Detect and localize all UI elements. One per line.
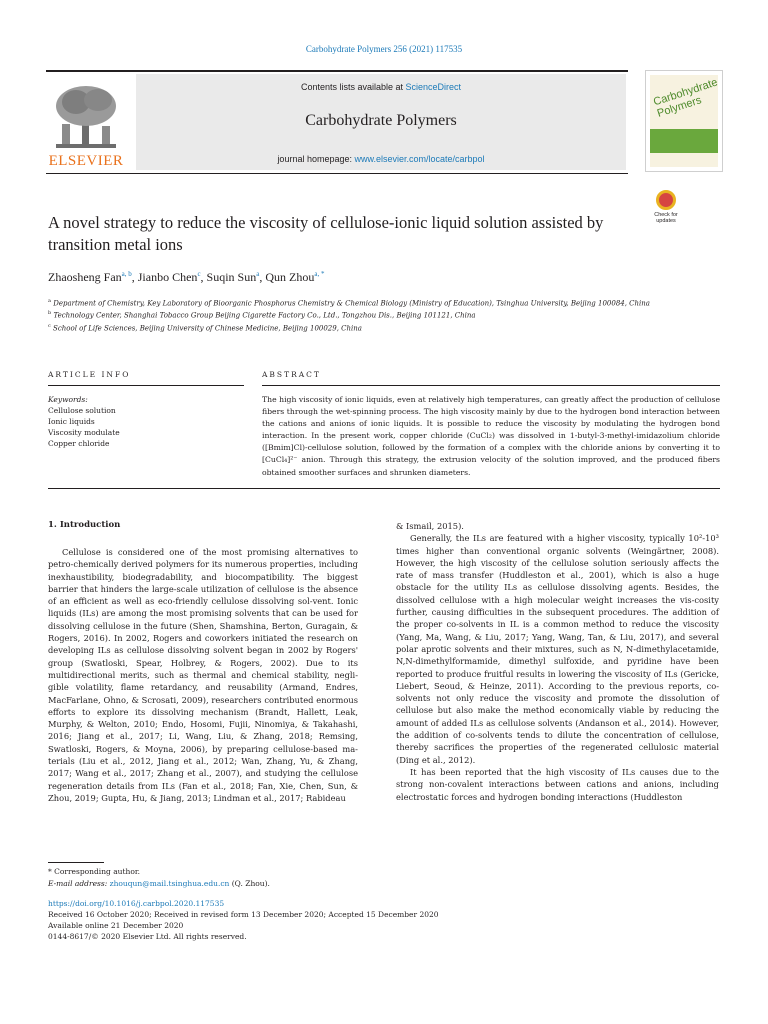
affiliation-text: School of Life Sciences, Beijing University of Chinese Medicine, Beijing 100029, China [53,323,362,332]
author-affiliation-mark[interactable]: a, b [121,270,132,278]
affiliation-mark: a [48,298,51,304]
cover-band [650,129,718,153]
body-paragraph: Cellulose is considered one of the most promising alternatives to petro-chemically derived polymers for its numerous properties, including inexhaustibility, biodegradability, and biocompatibility. The biggest barrier that hinders the large-scale utilization of cellulose is the absence of an efficient as well as eco-friendly cellulose dissolving sol-vent. Ionic liquids (ILs) are among the most promising solvents that can be used for dissolving cellulose in the future (Shen, Shamshina, Berton, Guragain, & Rogers, 2016). In 2002, Rogers and coworkers initiated the research on developing ILs as cellulose dissolving solvent began in 2002 by Rogers' group (Swatloski, Spear, Holbrey, & Rogers, 2002). Due to its multidirectional merits, such as thermal and chemical stability, negli-gible volatility, flame retardancy, and reusability (Armand, Endres, MacFarlane, Ohno, & Scrosati, 2009), researchers contributed enormous efforts to explore its dissolving mechanism (Brandt, Hallett, Leak, Murphy, & Welton, 2010; Endo, Hosomi, Fujii, Ninomiya, & Takahashi, 2016; Jiang et al., 2017; Li, Wang, Liu, & Zhang, 2018; Remsing, Swatloski, Rogers, & Moyna, 2006), by preparing cellulose-based ma-terials (Liu et al., 2012, Jiang et al., 2012; Wan, Zhang, Yu, & Zhang, 2017; Wang et al., 2017; Zhang et al., 2007), and studying the cellulose regeneration details from ILs (Fan et al., 2018; Fan, Xie, Chen, Sun, & Zhou, 2019; Gupta, Hu, & Jiang, 2013; Lindman et al., 2017; Rabideau [48,547,358,803]
section-heading-introduction: 1. Introduction [48,520,121,530]
check-for-updates-label [648,212,684,224]
email-suffix: (Q. Zhou). [229,879,270,888]
body-paragraph: Generally, the ILs are featured with a higher viscosity, typically 10²-10³ times higher than conventional organic solvents (Weingärtner, 2008). However, the high viscosity of the cellulose solution seriously affects the rate of mass transfer (Huddleston et al., 2001), which is also a huge obstacle for the utility ILs as cellulose dissolving agents. Besides, the dissolved cellulose with a high molecular weight increases the vis-cosity further, causing difficulties in the subsequent procedures. The addition of the proper co-solvents in IL is a common method to reduce the viscosity (Yang, Ma, Wang, & Liu, 2017; Yang, Wang, Tan, & Liu, 2017), and several polar aprotic solvents and their mixtures, such as N, N-dimethylacetamide, N,N-dimethylformamide, dimethyl sulfoxide, and pyridine have been reported to produce fruitful results in lowering the viscosity of ILs (Gericke, Liebert, Seoud, & Heinze, 2011). According to the previous reports, co-solvents not only reduce the viscosity and promote the dissolution of cellulose but also make the method economically viable by reducing the amount of added ILs as cellulose solvents (Andanson et al., 2014). However, the addition of co-solvents tends to dilute the concentration of cellulose, thereby sacrifices the properties of the regenerated cellulosic material (Ding et al., 2012). [396,533,719,765]
doi-link[interactable]: https://doi.org/10.1016/j.carbpol.2020.117535 [48,899,225,908]
affiliation-item [48,321,718,333]
journal-cover-thumbnail[interactable] [645,70,723,172]
keyword-item: Cellulose solution [48,406,116,415]
homepage-prefix: journal homepage: [277,154,355,164]
check-label-line-2: updates [656,218,676,224]
keyword-item: Copper chloride [48,439,110,448]
abstract-text: The high viscosity of ionic liquids, even at relatively high temperatures, can greatly affect the production of cellulose fibers through the wet-spinning process. The high viscosity mainly by due to the hydrogen bond interaction between the cations and anions of ionic liquids. It is possible to reduce the viscosity by modulating the hydrogen bond interaction. In the present work, copper chloride (CuCl₂) was dissolved in 1-butyl-3-methyl-imidazolium chloride ([Bmim]Cl)-cellulose solution, followed by the formation of a complex with the chloride anions by converting it to [CuCl₄]²⁻ anion. Through this strategy, the extrusion velocity of the solution improved, and the produced fibers obtained smoother surfaces and shrunken diameters. [262,395,720,477]
section-divider [48,488,720,489]
corresponding-author-note: * Corresponding author. [48,867,141,876]
affiliations [48,296,718,333]
author-affiliation-mark[interactable]: c [197,270,201,278]
article-title: A novel strategy to reduce the viscosity of cellulose-ionic liquid solution assisted by transition metal ions [48,213,604,254]
affiliation-item [48,308,718,320]
affiliation-text: Technology Center, Shanghai Tobacco Group Beijing Cigarette Factory Co., Ltd., Tongzhou Dis., Beijing 101121, China [53,311,476,320]
keyword-item: Viscosity modulate [48,428,120,437]
journal-homepage-link[interactable]: www.elsevier.com/locate/carbpol [354,154,485,164]
footnotes [48,866,270,890]
journal-homepage-line [136,154,626,164]
body-column-left [48,546,358,804]
affiliation-text: Department of Chemistry, Key Laboratory of Bioorganic Phosphorus Chemistry & Chemical Biology (Ministry of Education), Tsinghua University, Beijing 100084, China [53,299,650,308]
author-affiliation-mark[interactable]: a [256,270,260,278]
keywords-block [48,394,244,449]
email-label: E-mail address: [48,879,110,888]
cover-title: Carbohydrate Polymers [652,76,720,120]
check-label-line-1: Check for [654,212,678,218]
received-dates: Received 16 October 2020; Received in revised form 13 December 2020; Accepted 15 December 2020 [48,910,439,919]
article-meta [48,898,439,942]
journal-name: Carbohydrate Polymers [305,112,457,129]
affiliation-item [48,296,718,308]
affiliation-mark: c [48,322,51,329]
author-name[interactable]: Jianbo Chen [137,270,198,284]
email-line [48,878,270,890]
journal-banner [136,74,626,170]
body-paragraph-continuation: & Ismail, 2015). [396,521,464,531]
copyright-notice: 0144-8617/© 2020 Elsevier Ltd. All rights reserved. [48,932,247,941]
keyword-item: Ionic liquids [48,417,95,426]
author-name[interactable]: Qun Zhou [265,270,315,284]
check-for-updates-button[interactable] [648,190,684,230]
elsevier-wordmark: ELSEVIER [48,153,124,169]
sciencedirect-link[interactable]: ScienceDirect [405,82,462,92]
affiliation-mark: b [48,310,52,317]
keywords-label: Keywords: [48,395,88,404]
abstract-heading: ABSTRACT [262,370,720,386]
article-info-heading: ARTICLE INFO [48,370,244,386]
footnote-divider [48,862,104,863]
email-link[interactable]: zhouqun@mail.tsinghua.edu.cn [109,879,230,888]
check-for-updates-icon [656,190,676,210]
body-column-right [396,520,719,803]
author-name[interactable]: Suqin Sun [206,270,257,284]
author-affiliation-mark[interactable]: a, * [314,270,325,278]
author-list: Zhaosheng Fan$^{a, b}$, Jianbo Chen$^c$, Suqin Sun$^a$, Qun Zhou$^{a, *}$ [48,270,325,284]
contents-line [136,82,626,92]
journal-header [46,70,628,174]
contents-prefix: Contents lists available at [300,82,406,92]
elsevier-logo[interactable] [48,80,124,170]
journal-citation[interactable]: Carbohydrate Polymers 256 (2021) 117535 [305,44,463,54]
available-online: Available online 21 December 2020 [48,921,184,930]
body-paragraph: It has been reported that the high viscosity of ILs causes due to the strong non-covalent interactions between cations and anions, including electrostatic forces and hydrogen bonding interactions (Huddleston [396,766,719,802]
elsevier-tree-icon [48,80,124,152]
author-name[interactable]: Zhaosheng Fan [48,270,122,284]
